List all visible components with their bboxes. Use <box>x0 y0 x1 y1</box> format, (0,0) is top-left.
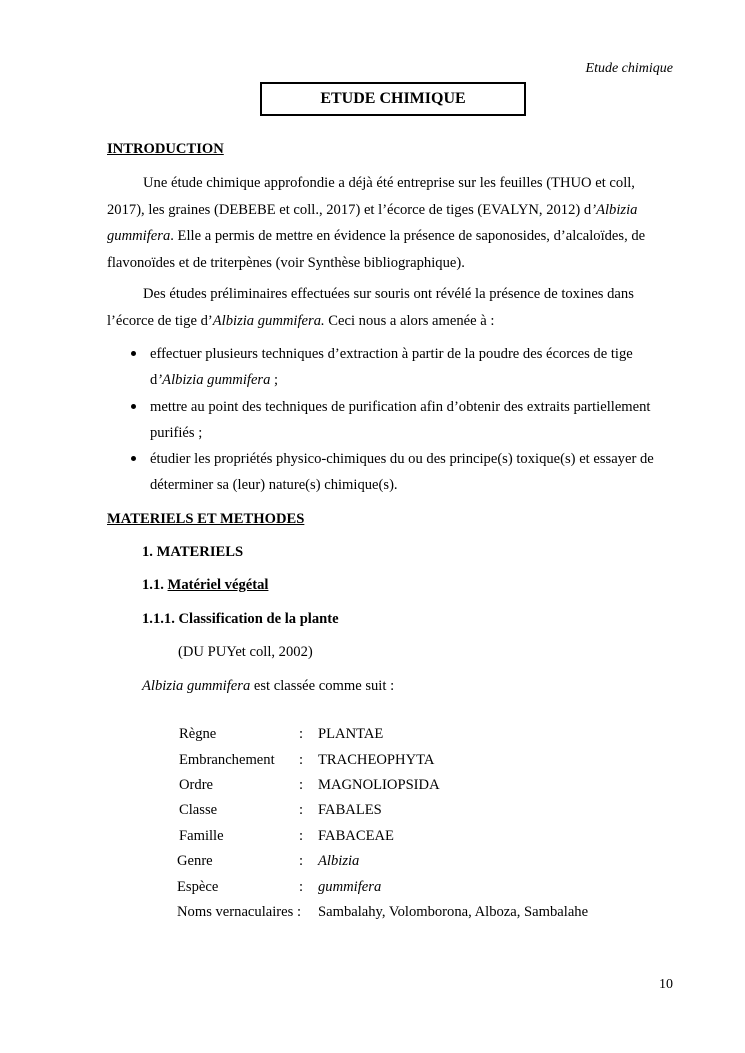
subsection-title: Matériel végétal <box>167 577 269 593</box>
bullet-icon <box>131 351 136 356</box>
list-item-line1: étudier les propriétés physico-chimiques du ou des principe(s) toxique(s) et essayer de <box>150 451 654 468</box>
chapter-title: ETUDE CHIMIQUE <box>320 90 466 107</box>
list-item <box>150 446 673 499</box>
table-label: Genre <box>177 853 213 869</box>
table-label: Embranchement <box>179 752 275 768</box>
list-item-line2: d <box>150 372 158 389</box>
table-value: gummifera <box>318 879 382 895</box>
objectives-list <box>150 341 673 499</box>
methods-heading: MATERIELS ET METHODES <box>107 511 305 527</box>
table-label: Espèce <box>177 879 219 895</box>
species-name-italic: ’Albizia <box>591 201 638 218</box>
species-name-italic: Albizia gummifera <box>142 678 251 694</box>
table-value: Albizia <box>318 853 360 869</box>
list-item-line1: effectuer plusieurs techniques d’extraction à partir de la poudre des écorces de tige <box>150 346 633 362</box>
intro-p2-line2-end: Ceci nous a alors amenée à : <box>324 312 495 329</box>
table-value: FABACEAE <box>318 828 394 844</box>
species-name-italic: ’Albizia gummifera <box>157 372 271 389</box>
table-label: Famille <box>179 828 224 844</box>
table-label: Noms vernaculaires : <box>177 904 302 920</box>
species-name-italic: gummifera <box>107 228 171 244</box>
table-colon: : <box>299 853 304 869</box>
table-colon: : <box>299 802 304 818</box>
subsection-materiels: 1. MATERIELS <box>142 544 244 560</box>
table-label: Règne <box>179 726 217 742</box>
subsection-classification: 1.1.1. Classification de la plante <box>142 611 339 627</box>
table-value: FABALES <box>318 802 382 818</box>
list-item <box>150 394 673 447</box>
list-item-line2: purifiés ; <box>150 424 203 441</box>
table-value: TRACHEOPHYTA <box>318 752 435 768</box>
table-value: Sambalahy, Volomborona, Alboza, Sambalahe <box>318 904 589 920</box>
table-colon: : <box>299 726 304 742</box>
bullet-icon <box>131 404 136 409</box>
table-colon: : <box>299 879 304 895</box>
page-number: 10 <box>659 977 673 992</box>
table-colon: : <box>299 777 304 793</box>
bullet-icon <box>131 456 136 461</box>
list-item-line2-end: ; <box>270 372 279 389</box>
table-colon: : <box>299 828 304 844</box>
introduction-heading: INTRODUCTION <box>107 141 224 157</box>
classification-intro <box>142 678 394 695</box>
intro-p2-line1: Des études préliminaires effectuées sur souris ont révélé la présence de toxines dans <box>143 286 634 302</box>
intro-p2-line2: l’écorce de tige d’ <box>107 312 213 329</box>
table-label: Classe <box>179 802 218 818</box>
subsection-materiel-vegetal <box>142 577 268 594</box>
table-colon: : <box>299 752 304 768</box>
classification-intro-text: est classée comme suit : <box>250 678 395 694</box>
citation: (DU PUYet coll, 2002) <box>178 644 313 660</box>
subsection-number: 1.1. <box>142 577 168 593</box>
intro-p1-line4: flavonoïdes et de triterpènes (voir Synthèse bibliographique). <box>107 254 465 271</box>
intro-paragraph-1 <box>107 170 673 276</box>
intro-paragraph-2 <box>107 281 673 334</box>
table-value: PLANTAE <box>318 726 384 742</box>
intro-p1-line1: Une étude chimique approfondie a déjà été entreprise sur les feuilles (THUO et coll, <box>143 175 635 191</box>
chapter-title-box <box>260 82 526 116</box>
list-item-line2: déterminer sa (leur) nature(s) chimique(s). <box>150 477 398 494</box>
species-name-italic: Albizia gummifera. <box>212 312 325 329</box>
intro-p1-line2: 2017), les graines (DEBEBE et coll., 2017) et l’écorce de tiges (EVALYN, 2012) d <box>107 201 592 218</box>
table-value: MAGNOLIOPSIDA <box>318 777 440 793</box>
running-header: Etude chimique <box>585 61 673 76</box>
table-label: Ordre <box>179 777 214 793</box>
list-item-line1: mettre au point des techniques de purification afin d’obtenir des extraits partiellement <box>150 398 651 415</box>
list-item <box>150 341 673 394</box>
intro-p1-line3: . Elle a permis de mettre en évidence la présence de saponosides, d’alcaloïdes, de <box>170 228 646 244</box>
